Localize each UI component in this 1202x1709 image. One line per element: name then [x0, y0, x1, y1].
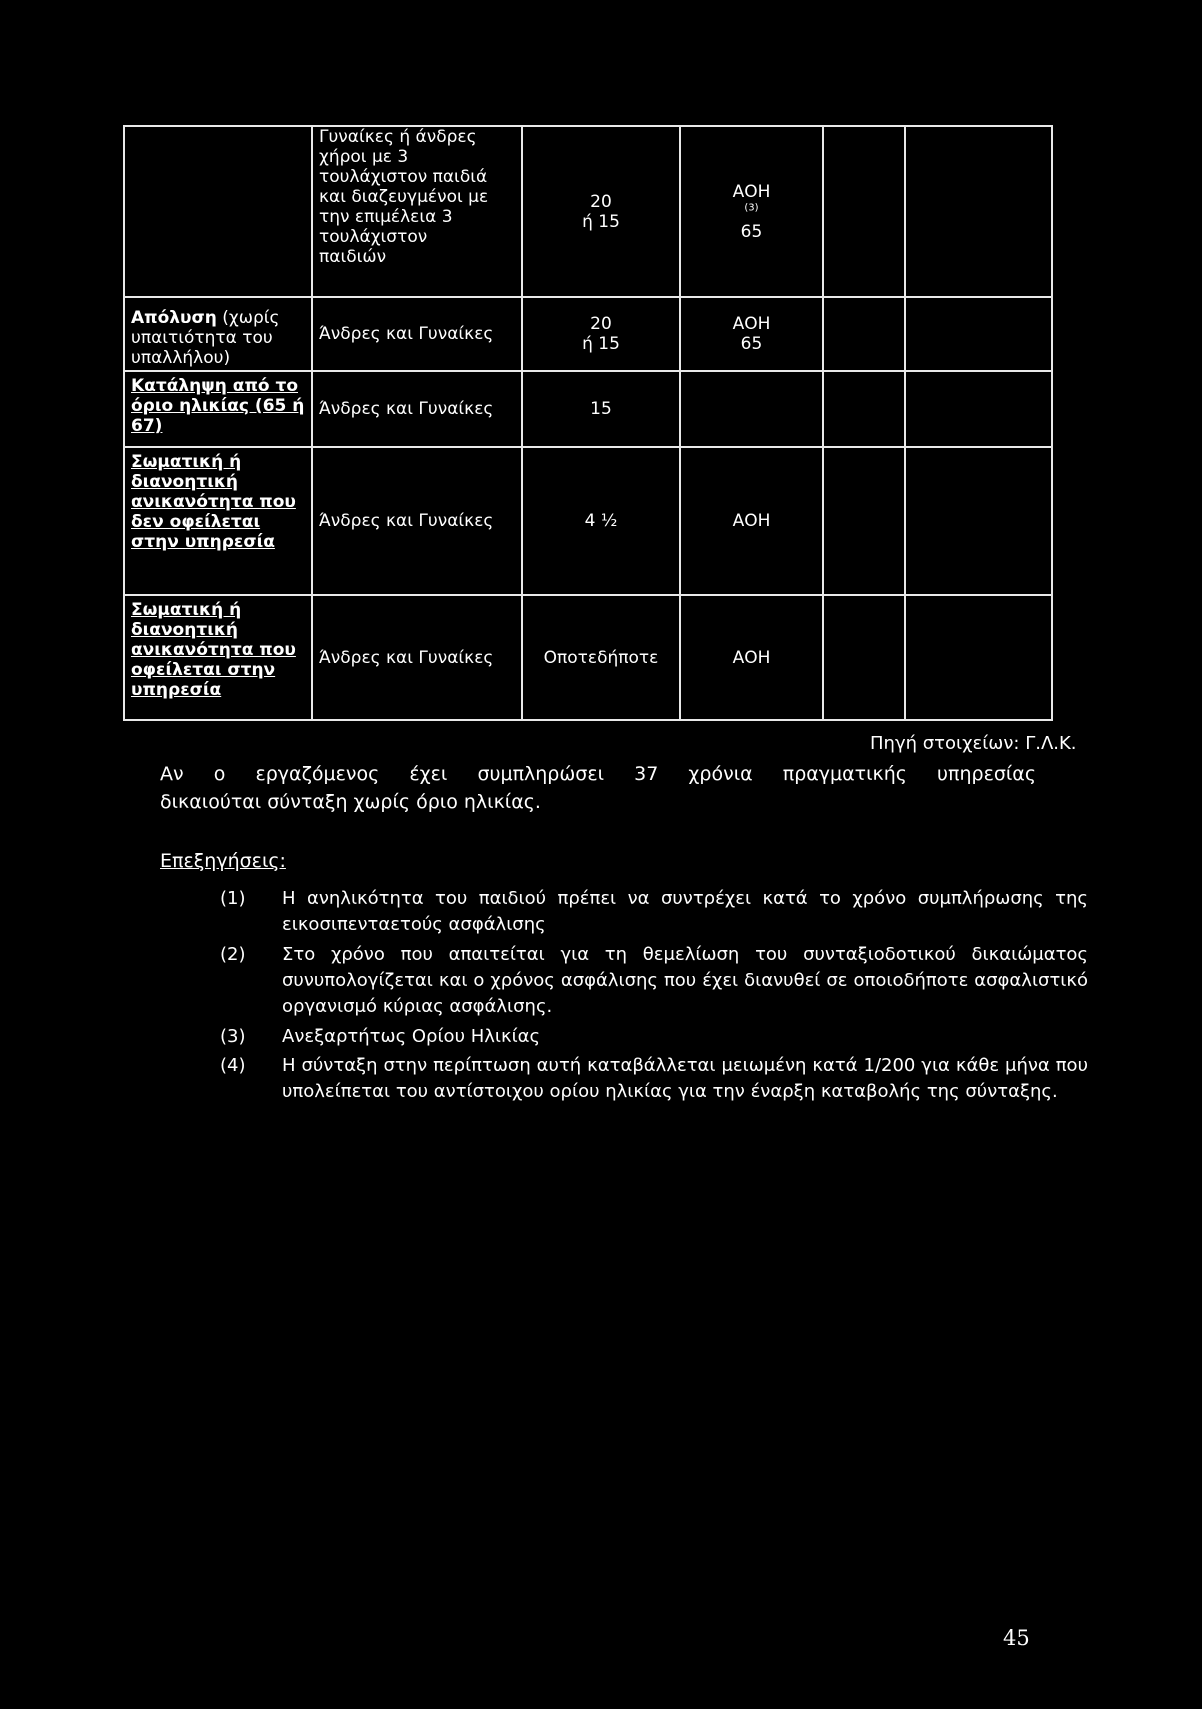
empty-cell: [905, 126, 1052, 297]
empty-cell: [823, 595, 905, 720]
reason-cell: Σωματική ή διανοητική ανικανότητα που οφείλεται στην υπηρεσία: [124, 595, 312, 720]
empty-cell: [823, 297, 905, 371]
age-cell: ΑΟΗ $^{(3)}$ 65: [680, 126, 823, 297]
age-cell: ΑΟΗ: [680, 595, 823, 720]
years-cell: Οποτεδήποτε: [522, 595, 680, 720]
empty-cell: [905, 447, 1052, 595]
table-row: [124, 371, 1052, 447]
page-number: 45: [1003, 1626, 1030, 1650]
who-cell: Γυναίκες ή άνδρες χήροι με 3 τουλάχιστον παιδιά και διαζευγμένοι με την επιμέλεια 3 τουλάχιστον παιδιών: [312, 126, 522, 297]
years-cell: 20 ή 15: [522, 126, 680, 297]
who-cell: Άνδρες και Γυναίκες: [312, 447, 522, 595]
pension-table: [123, 125, 1053, 721]
empty-cell: [823, 371, 905, 447]
reason-cell: Σωματική ή διανοητική ανικανότητα που δεν οφείλεται στην υπηρεσία: [124, 447, 312, 595]
table-row: [124, 297, 1052, 371]
notes-title: Επεξηγήσεις:: [160, 850, 286, 872]
years-cell: 15: [522, 371, 680, 447]
empty-cell: [823, 126, 905, 297]
source-note: Πηγή στοιχείων: Γ.Λ.Κ.: [870, 733, 1077, 754]
empty-cell: [905, 595, 1052, 720]
who-cell: Άνδρες και Γυναίκες: [312, 371, 522, 447]
table-row: [124, 447, 1052, 595]
reason-cell: [124, 126, 312, 297]
empty-cell: [905, 297, 1052, 371]
who-cell: Άνδρες και Γυναίκες: [312, 297, 522, 371]
reason-cell: Κατάληψη από το όριο ηλικίας (65 ή 67): [124, 371, 312, 447]
empty-cell: [905, 371, 1052, 447]
empty-cell: [823, 447, 905, 595]
table-row: [124, 126, 1052, 297]
reason-cell: Απόλυση (χωρίς υπαιτιότητα του υπαλλήλου): [124, 297, 312, 371]
age-cell: ΑΟΗ 65: [680, 297, 823, 371]
years-cell: 20 ή 15: [522, 297, 680, 371]
age-cell: [680, 371, 823, 447]
who-cell: Άνδρες και Γυναίκες: [312, 595, 522, 720]
table-row: [124, 595, 1052, 720]
paragraph: Αν ο εργαζόμενος έχει συμπληρώσει 37 χρόνια πραγματικής υπηρεσίας δικαιούται σύνταξη χωρίς όριο ηλικίας.: [160, 763, 1036, 813]
years-cell: 4 ½: [522, 447, 680, 595]
age-cell: ΑΟΗ: [680, 447, 823, 595]
